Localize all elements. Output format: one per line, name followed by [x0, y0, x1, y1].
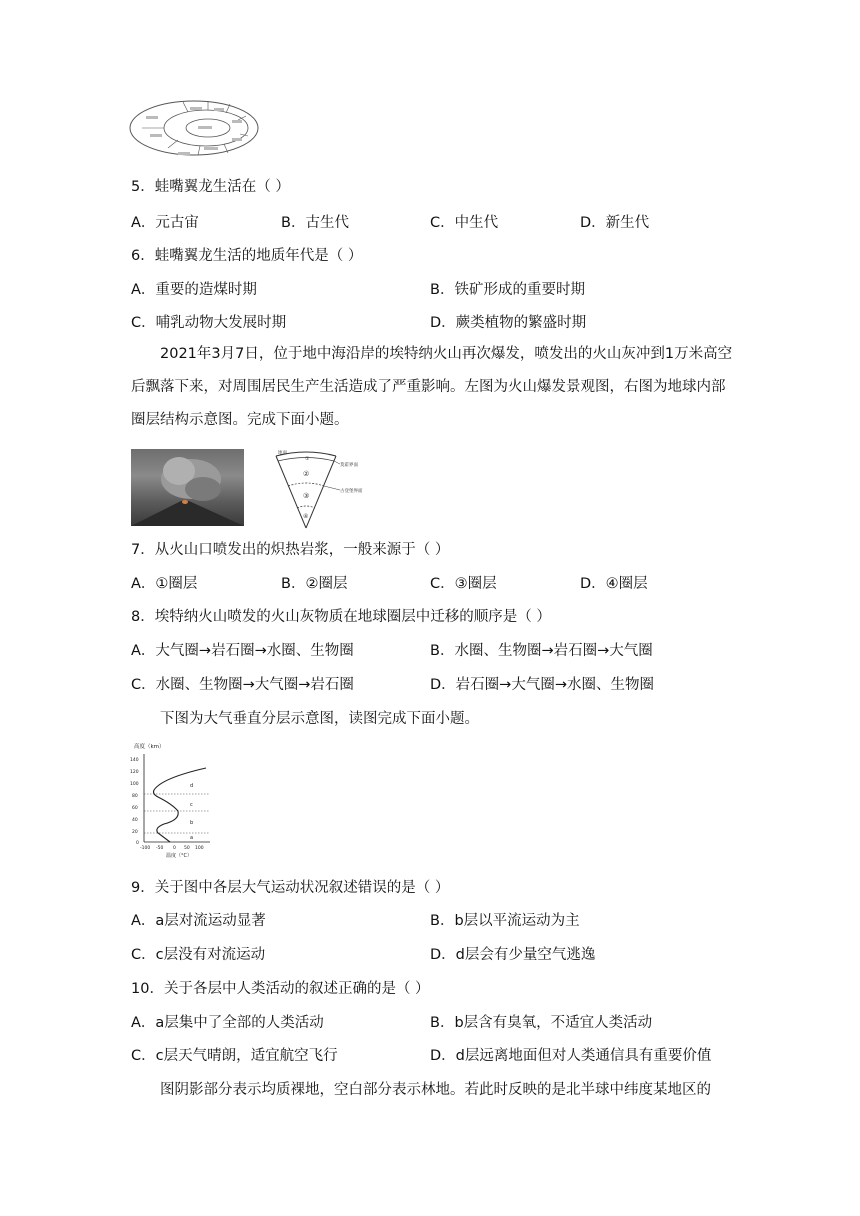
q9-option-b[interactable]: B．b层以平流运动为主 — [430, 913, 580, 929]
earth-layer-2: ② — [303, 470, 310, 478]
atmos-xtick-neg100: -100 — [140, 846, 151, 851]
passage-atmosphere: 下图为大气垂直分层示意图，读图完成下面小题。 — [160, 711, 479, 727]
q7-option-b[interactable]: B．②圈层 — [281, 576, 348, 592]
q5-stem: 5．蛙嘴翼龙生活在（ ） — [131, 179, 290, 195]
q9-option-c[interactable]: C．c层没有对流运动 — [131, 947, 266, 963]
volcano-photo — [131, 449, 244, 526]
q6-stem: 6．蛙嘴翼龙生活的地质年代是（ ） — [131, 248, 363, 264]
atmos-layer-a: a — [190, 835, 194, 841]
q8-option-c[interactable]: C．水圈、生物圈→大气圈→岩石圈 — [131, 677, 354, 693]
atmos-ylabel: 高度（km） — [134, 744, 165, 750]
atmos-layer-c: c — [190, 802, 193, 808]
q5-option-c[interactable]: C．中生代 — [430, 215, 499, 231]
atmos-ytick-0: 0 — [136, 841, 139, 846]
moho-label: 莫霍界面 — [340, 463, 358, 468]
q7-stem: 7．从火山口喷发出的炽热岩浆，一般来源于（ ） — [131, 542, 450, 558]
q6-option-d[interactable]: D．蕨类植物的繁盛时期 — [430, 315, 587, 331]
atmos-ytick-60: 60 — [132, 806, 138, 811]
q10-option-d[interactable]: D．d层远离地面但对人类通信具有重要价值 — [430, 1048, 712, 1064]
atmos-ytick-80: 80 — [132, 794, 138, 799]
q6-option-a[interactable]: A．重要的造煤时期 — [131, 282, 257, 298]
atmos-xtick-0: 0 — [173, 846, 176, 851]
q10-option-a[interactable]: A．a层集中了全部的人类活动 — [131, 1015, 324, 1031]
q8-option-b[interactable]: B．水圈、生物圈→岩石圈→大气圈 — [430, 643, 653, 659]
q10-option-c[interactable]: C．c层天气晴朗，适宜航空飞行 — [131, 1048, 338, 1064]
earth-layer-1: ① — [305, 456, 310, 462]
atmos-ytick-120: 120 — [130, 770, 139, 775]
gutenberg-label: 古登堡界面 — [340, 489, 363, 494]
q9-option-d[interactable]: D．d层会有少量空气逃逸 — [430, 947, 596, 963]
atmos-layer-d: d — [190, 783, 194, 789]
atmos-xlabel: 温度（°C） — [166, 853, 192, 859]
passage-volcano: 2021年3月7日，位于地中海沿岸的埃特纳火山再次爆发，喷发出的火山灰冲到1万米高空后飘落下来，对周围居民生产生活造成了严重影响。左图为火山爆发景观图，右图为地球内部圈层结构示意图。完成下面小题。 — [131, 346, 733, 428]
atmos-xtick-100: 100 — [195, 846, 204, 851]
earth-layer-4: ④ — [303, 513, 309, 520]
q7-option-c[interactable]: C．③圈层 — [430, 576, 497, 592]
q10-option-b[interactable]: B．b层含有臭氧，不适宜人类活动 — [430, 1015, 653, 1031]
atmos-ytick-40: 40 — [132, 818, 138, 823]
q10-stem: 10．关于各层中人类活动的叙述正确的是（ ） — [131, 981, 430, 997]
atmos-ytick-100: 100 — [130, 782, 139, 787]
atmos-xtick-50: 50 — [184, 846, 190, 851]
atmos-ytick-140: 140 — [130, 758, 139, 763]
q8-option-d[interactable]: D．岩石圈→大气圈→水圈、生物圈 — [430, 677, 654, 693]
atmos-ytick-20: 20 — [132, 830, 138, 835]
passage-land-cover: 图阴影部分表示均质裸地，空白部分表示林地。若此时反映的是北半球中纬度某地区的 — [160, 1082, 711, 1098]
earth-interior-diagram — [268, 448, 378, 530]
atmos-xtick-neg50: -50 — [156, 846, 164, 851]
q8-option-a[interactable]: A．大气圈→岩石圈→水圈、生物圈 — [131, 643, 354, 659]
geologic-time-spiral-figure — [128, 98, 260, 160]
q5-option-b[interactable]: B．古生代 — [281, 215, 349, 231]
q6-option-c[interactable]: C．哺乳动物大发展时期 — [131, 315, 287, 331]
q7-option-d[interactable]: D．④圈层 — [580, 576, 648, 592]
q5-option-a[interactable]: A．元古宙 — [131, 215, 199, 231]
atmosphere-layer-chart — [128, 742, 228, 860]
q7-option-a[interactable]: A．①圈层 — [131, 576, 198, 592]
earth-layer-3: ③ — [303, 492, 310, 500]
q5-option-d[interactable]: D．新生代 — [580, 215, 650, 231]
atmos-layer-b: b — [190, 820, 194, 826]
earth-depth-label: 地面 — [278, 451, 287, 456]
q6-option-b[interactable]: B．铁矿形成的重要时期 — [430, 282, 585, 298]
q9-option-a[interactable]: A．a层对流运动显著 — [131, 913, 266, 929]
q9-stem: 9．关于图中各层大气运动状况叙述错误的是（ ） — [131, 880, 450, 896]
q8-stem: 8．埃特纳火山喷发的火山灰物质在地球圈层中迁移的顺序是（ ） — [131, 609, 551, 625]
